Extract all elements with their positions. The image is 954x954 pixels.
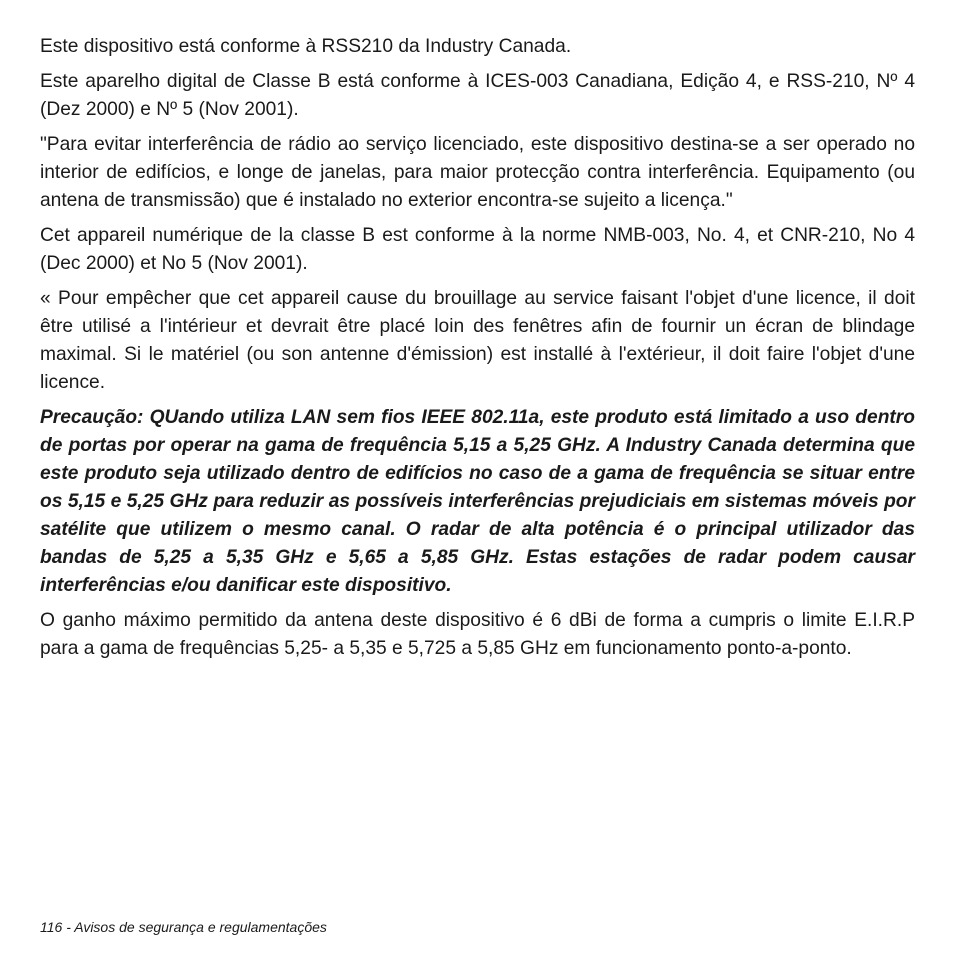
paragraph-ices003-conformity: Este aparelho digital de Classe B está conforme à ICES-003 Canadiana, Edição 4, e RSS-210, Nº 4 (Dez 2000) e Nº 5 (Nov 2001).: [40, 71, 915, 120]
page-footer: 116 - Avisos de segurança e regulamentações: [40, 919, 327, 935]
paragraph-rss210-conformity: Este dispositivo está conforme à RSS210 da Industry Canada.: [40, 36, 572, 57]
paragraph-interference-notice-fr: « Pour empêcher que cet appareil cause du brouillage au service faisant l'objet d'une licence, il doit être utilisé a l'intérieur et devrait être placé loin des fenêtres afin de fournir un écran de blindage maximal. Si le matériel (ou son antenne d'émission) est installé à l'extérieur, il doit faire l'objet d'une licence.: [40, 288, 915, 393]
paragraph-antenna-gain: O ganho máximo permitido da antena deste dispositivo é 6 dBi de forma a cumpris o limite E.I.R.P para a gama de frequências 5,25- a 5,35 e 5,725 a 5,85 GHz em funcionamento ponto-a-ponto.: [40, 610, 915, 659]
paragraph-interference-notice-pt: "Para evitar interferência de rádio ao serviço licenciado, este dispositivo destina-se a ser operado no interior de edifícios, e longe de janelas, para maior protecção contra interferência. Equipamento (ou antena de transmissão) que é instalado no exterior encontra-se sujeito a licença.": [40, 134, 915, 211]
paragraph-caution-wireless-lan: Precaução: QUando utiliza LAN sem fios IEEE 802.11a, este produto está limitado a uso dentro de portas por operar na gama de frequência 5,15 a 5,25 GHz. A Industry Canada determina que este produto seja utilizado dentro de edifícios no caso de a gama de frequência se situar entre os 5,15 e 5,25 GHz para reduzir as possíveis interferências prejudiciais em sistemas móveis por satélite que utilizem o mesmo canal. O radar de alta potência é o principal utilizador das bandas de 5,25 a 5,35 GHz e 5,65 a 5,85 GHz. Estas estações de radar podem causar interferências e/ou danificar este dispositivo.: [40, 407, 915, 596]
document-body: [40, 33, 915, 670]
paragraph-nmb003-conformity-fr: Cet appareil numérique de la classe B est conforme à la norme NMB-003, No. 4, et CNR-210, No 4 (Dec 2000) et No 5 (Nov 2001).: [40, 225, 915, 274]
